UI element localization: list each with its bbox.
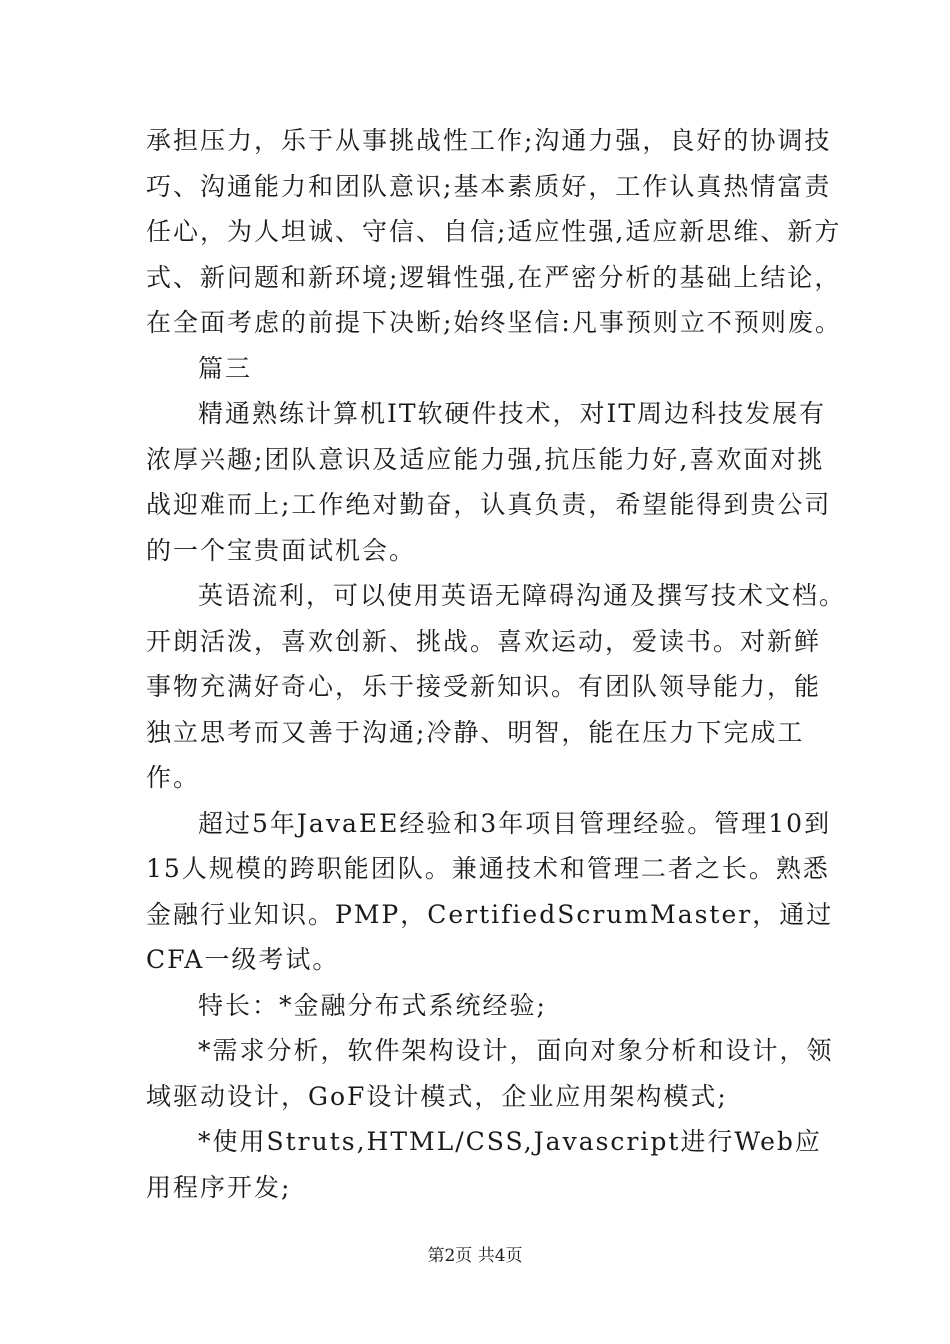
page-number-footer: 第2页 共4页 xyxy=(427,1246,523,1266)
paragraph-1: 承担压力，乐于从事挑战性工作;沟通力强，良好的协调技巧、沟通能力和团队意识;基本素质好，工作认真热情富责任心，为人坦诚、守信、自信;适应性强,适应新思维、新方式、新问题和新环境;逻辑性强,在严密分析的基础上结论，在全面考虑的前提下决断;始终坚信:凡事预则立不预则废。 xyxy=(146,126,842,337)
section-heading: 篇三 xyxy=(198,353,253,383)
document-body xyxy=(146,118,846,1210)
paragraph-7: *使用Struts,HTML/CSS,Javascript进行Web应用程序开发; xyxy=(146,1127,822,1202)
paragraph-4: 超过5年JavaEE经验和3年项目管理经验。管理10到15人规模的跨职能团队。兼通技术和管理二者之长。熟悉金融行业知识。PMP，CertifiedScrumMaster，通过CFA一级考试。 xyxy=(146,808,834,974)
paragraph-5: 特长：*金融分布式系统经验; xyxy=(198,990,547,1020)
paragraph-2: 精通熟练计算机IT软硬件技术，对IT周边科技发展有浓厚兴趣;团队意识及适应能力强,抗压能力好,喜欢面对挑战迎难而上;工作绝对勤奋，认真负责，希望能得到贵公司的一个宝贵面试机会。 xyxy=(146,399,832,565)
paragraph-3: 英语流利，可以使用英语无障碍沟通及撰写技术文档。开朗活泼，喜欢创新、挑战。喜欢运动，爱读书。对新鲜事物充满好奇心，乐于接受新知识。有团队领导能力，能独立思考而又善于沟通;冷静、明智，能在压力下完成工作。 xyxy=(146,581,847,792)
paragraph-6: *需求分析，软件架构设计，面向对象分析和设计，领域驱动设计，GoF设计模式，企业应用架构模式; xyxy=(146,1036,834,1111)
